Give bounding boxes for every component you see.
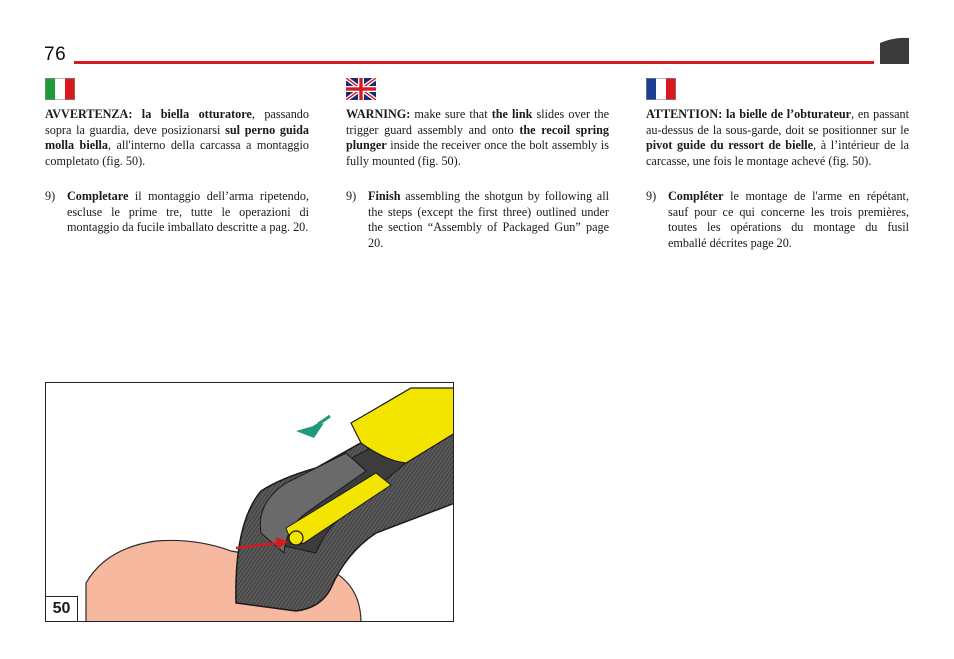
italian-step-number: 9) [45,189,56,203]
english-warning-bold-1: the link [491,107,533,121]
french-step-text: le montage de l'arme en répétant, sauf pour ce qui concerne les trois premières, toutes les opérations du montage du fusil emballé décrites page 20. [668,189,909,250]
uk-flag-icon [346,78,376,100]
italian-step-bold: Completare [67,189,129,203]
english-step-number: 9) [346,189,357,203]
spring-plunger [289,531,303,545]
english-warning-text-3: inside the receiver once the bolt assembly is fully mounted (fig. 50). [346,138,609,168]
english-warning [346,107,609,169]
assembly-illustration [46,383,454,622]
italian-warning [45,107,309,169]
english-step-9 [346,189,609,259]
english-warning-text-1: make sure that [410,107,492,121]
french-warning-text-1: , en passant au-dessus de la sous-garde, doit se positionner sur le [646,107,910,137]
french-step-bold: Compléter [668,189,724,203]
english-warning-bold-2: the recoil spring plunger [346,122,610,152]
english-step-text: assembling the shotgun by following all the steps (except the first three) outlined under the section “Assembly of Packaged Gun” page 20. [368,189,609,250]
page-number: 76 [44,44,67,65]
french-warning [646,107,909,169]
france-flag-icon [646,78,676,100]
figure-50 [45,382,454,622]
french-step-number: 9) [646,189,657,203]
header-rule [74,61,874,64]
italian-warning-label: AVVERTENZA: la biella otturatore [45,107,252,121]
italian-warning-text-1: , passando sopra la guardia, deve posizionarsi [45,107,309,137]
italian-step-9 [45,189,309,259]
french-warning-label: ATTENTION: la bielle de l’obturateur [646,107,852,121]
corner-tab-icon [880,37,909,64]
green-arrow-icon [296,416,330,438]
english-warning-text-2: slides over the trigger guard assembly and onto [346,107,609,137]
italian-warning-bold-1: sul perno guida molla biella [45,122,309,152]
italy-flag-icon [45,78,75,100]
french-warning-text-2: , à l’intérieur de la carcasse, une fois le montage achevé (fig. 50). [646,138,909,168]
english-warning-label: WARNING: [346,107,411,121]
figure-label: 50 [46,596,78,621]
italian-warning-text-2: , all'interno della carcassa a montaggio completato (fig. 50). [45,138,309,168]
french-warning-bold-1: pivot guide du ressort de bielle [646,138,814,152]
italian-step-text: il montaggio dell’arma ripetendo, escluse le prime tre, tutte le operazioni di montaggio da fucile imballato descritte a pag. 20. [67,189,309,234]
english-step-bold: Finish [368,189,401,203]
french-step-9 [646,189,909,259]
